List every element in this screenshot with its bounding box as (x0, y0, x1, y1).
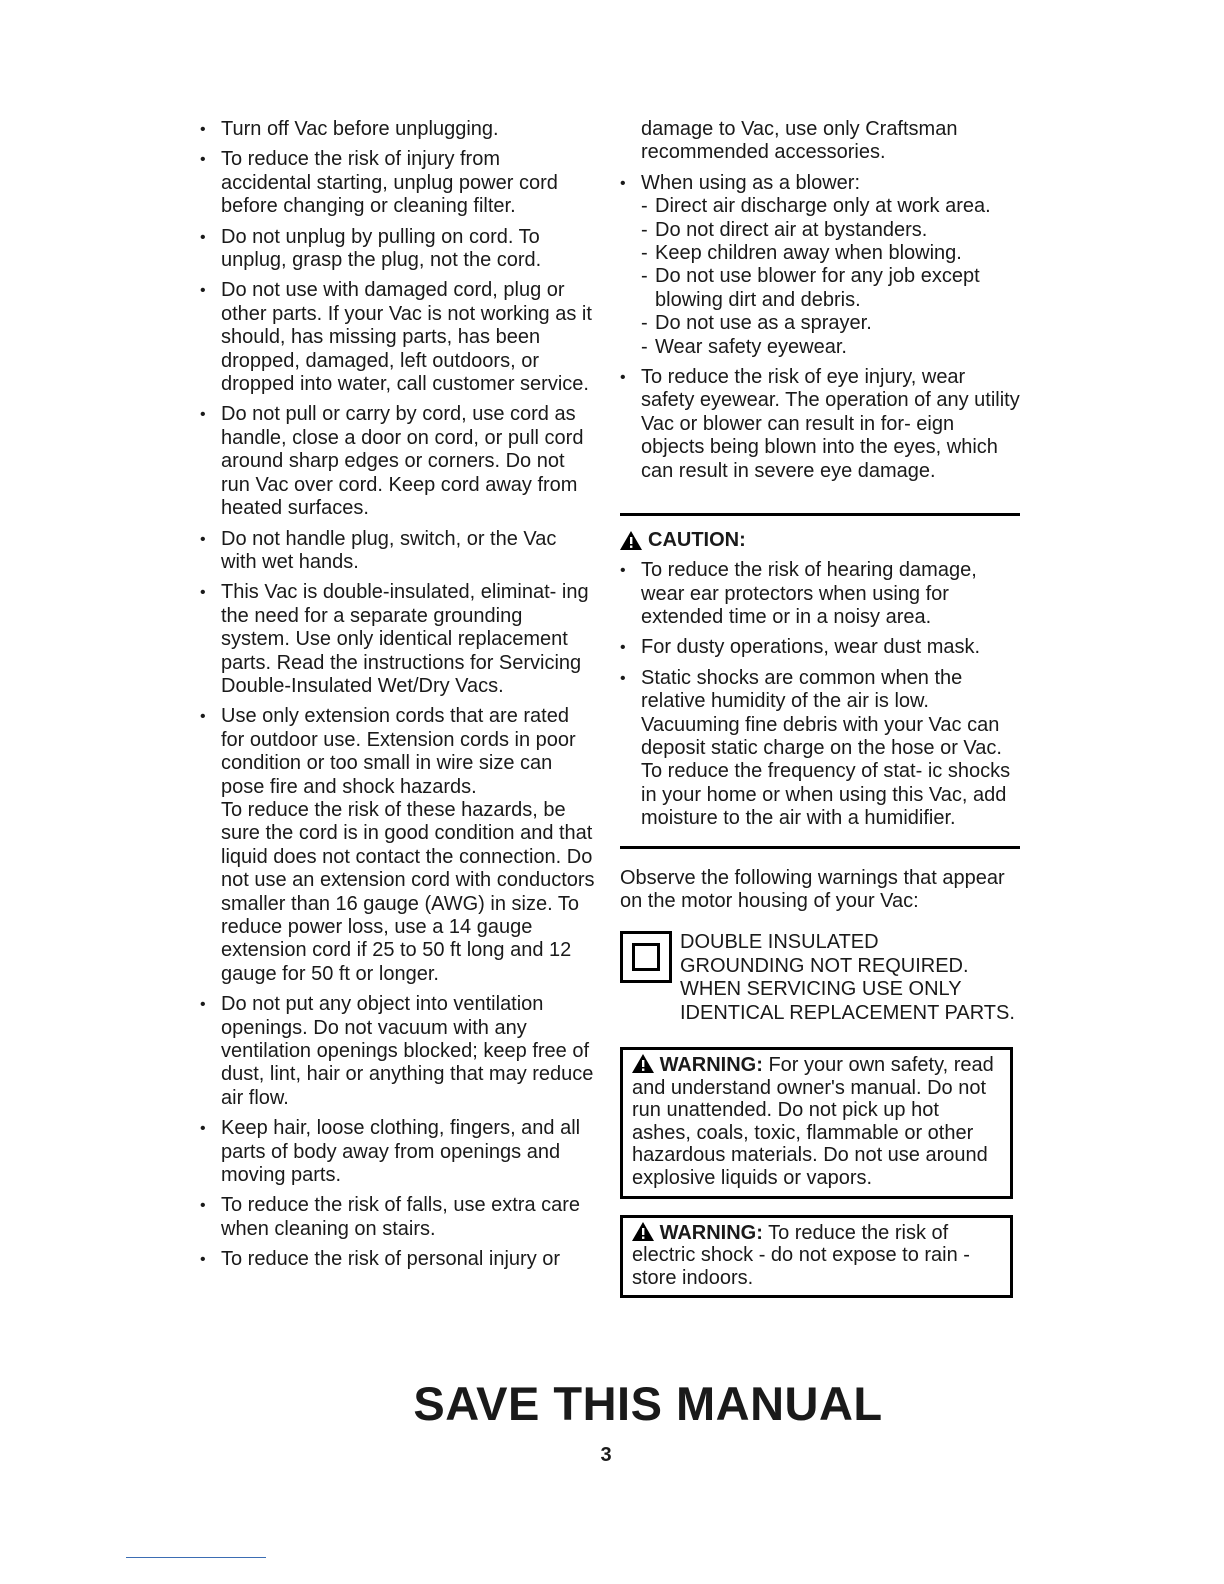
warning-triangle-icon (620, 531, 642, 550)
caution-list (620, 559, 1020, 830)
list-item: • To reduce the risk of personal injury or (200, 1248, 595, 1271)
left-column (200, 118, 595, 1279)
observe-text: Observe the following warnings that appear on the motor housing of your Vac: (620, 866, 1005, 912)
warning-triangle-icon (632, 1222, 654, 1241)
list-item: • To reduce the risk of injury from accidental starting, unplug power cord before changing or cleaning filter. (200, 148, 595, 218)
accessories-continuation: damage to Vac, use only Craftsman recommended accessories. (641, 118, 958, 164)
warning-triangle-icon (632, 1054, 654, 1073)
blower-item (620, 172, 1020, 359)
warning-label: WARNING: (659, 1054, 763, 1076)
list-item: • Static shocks are common when the relative humidity of the air is low. Vacuuming fine debris with your Vac can deposit static charge on the hose or Vac. To reduce the frequency of stat- ic shocks in your home or when using this Vac, add moisture to the air with a humidifier. (620, 667, 1020, 831)
footer-divider (126, 1557, 266, 1558)
list-item: • Use only extension cords that are rated for outdoor use. Extension cords in poor condition or too small in wire size can pose fire and shock hazards. (200, 705, 595, 799)
list-item: • Do not pull or carry by cord, use cord as handle, close a door on cord, or pull cord around sharp edges or corners. Do not run Vac over cord. Keep cord away from heated surfaces. (200, 403, 595, 520)
extension-cord-continuation: To reduce the risk of these hazards, be sure the cord is in good condition and that liquid does not contact the connection. Do not use an extension cord with conductors smaller than 16 gauge (AWG) in size. To reduce power loss, use a 14 gauge extension cord if 25 to 50 ft long and 12 gauge for 50 ft or longer. (221, 798, 595, 985)
page-number: 3 (600, 1444, 612, 1466)
blower-subitem: - Keep children away when blowing. (641, 242, 1020, 265)
safety-list-right (620, 172, 1020, 483)
list-item: • Turn off Vac before unplugging. (200, 118, 595, 141)
blower-subitem: - Do not direct air at bystanders. (641, 219, 1020, 242)
safety-list-left (200, 118, 595, 799)
list-item: • Do not handle plug, switch, or the Vac with wet hands. (200, 528, 595, 575)
blower-intro: • When using as a blower: (641, 171, 861, 194)
save-manual-heading: SAVE THIS MANUAL (413, 1377, 883, 1430)
list-item: • To reduce the risk of eye injury, wear safety eyewear. The operation of any utility Vac or blower can result in for- eign objects being blown into the eyes, which can result in severe eye damage. (620, 366, 1020, 483)
blower-subitem: - Direct air discharge only at work area. (641, 195, 1020, 218)
list-item: • Do not use with damaged cord, plug or other parts. If your Vac is not working as it should, has missing parts, has been dropped, damaged, left outdoors, or dropped into water, call customer service. (200, 279, 595, 396)
double-insulated-line: IDENTICAL REPLACEMENT PARTS. (680, 1001, 1015, 1024)
caution-title: CAUTION: (648, 529, 746, 552)
caution-heading (620, 528, 1020, 552)
right-column (620, 118, 1020, 1298)
list-item: • Keep hair, loose clothing, fingers, and all parts of body away from openings and moving parts. (200, 1117, 595, 1187)
double-insulated-line: DOUBLE INSULATED (680, 931, 879, 954)
warning-text: For your own safety, read and understand owner's manual. Do not run unattended. Do not pick up hot ashes, coals, toxic, flammable or other hazardous materials. Do not use around explosive liquids or vapors. (632, 1054, 994, 1189)
list-item: • To reduce the risk of hearing damage, wear ear protectors when using for extended time or in a noisy area. (620, 559, 1020, 629)
blower-subitem: - Do not use blower for any job except blowing dirt and debris. (641, 265, 1020, 312)
double-insulated-text (680, 931, 1015, 1025)
warning-text: To reduce the risk of electric shock - do not expose to rain - store indoors. (632, 1221, 970, 1289)
double-insulated-line: WHEN SERVICING USE ONLY (680, 978, 962, 1001)
list-item: • Do not put any object into ventilation openings. Do not vacuum with any ventilation openings blocked; keep free of dust, lint, hair or anything that may reduce air flow. (200, 993, 595, 1110)
double-insulated-label (620, 931, 1020, 1025)
blower-subitem: - Do not use as a sprayer. (641, 312, 1020, 335)
blower-subitem: - Wear safety eyewear. (641, 336, 1020, 359)
safety-list-left-2 (200, 993, 595, 1271)
list-item: • To reduce the risk of falls, use extra care when cleaning on stairs. (200, 1194, 595, 1241)
list-item: • For dusty operations, wear dust mask. (620, 636, 1020, 659)
caution-section (620, 513, 1020, 848)
double-insulated-icon (620, 931, 672, 983)
list-item: • Do not unplug by pulling on cord. To unplug, grasp the plug, not the cord. (200, 226, 595, 273)
double-insulated-line: GROUNDING NOT REQUIRED. (680, 954, 969, 977)
warning-box-safety (620, 1047, 1013, 1199)
warning-label: WARNING: (659, 1221, 763, 1244)
list-item: • This Vac is double-insulated, eliminat- ing the need for a separate grounding system. Use only identical replacement parts. Read the instructions for Servicing Double-Insulated Wet/Dry Vacs. (200, 581, 595, 698)
warning-box-shock (620, 1215, 1013, 1299)
blower-sublist (641, 195, 1020, 359)
